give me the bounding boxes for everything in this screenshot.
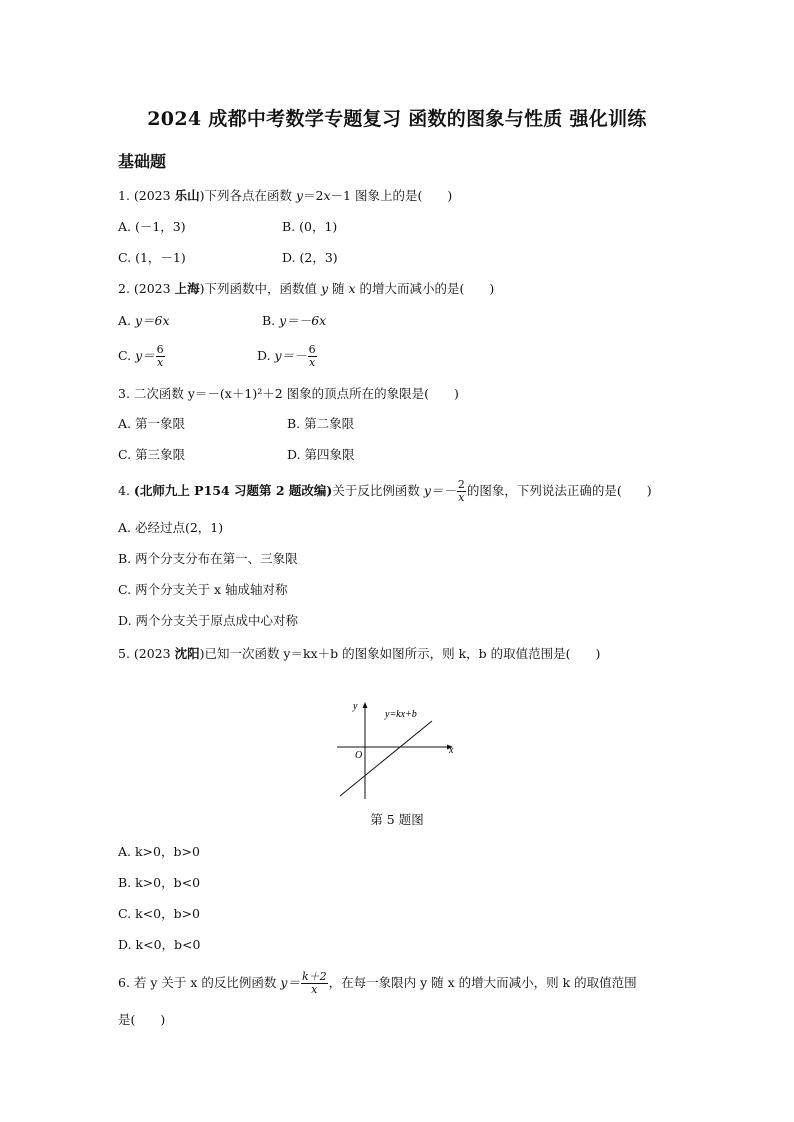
question-4-option-c: C. 两个分支关于 x 轴成轴对称	[118, 582, 288, 597]
question-4-option-d: D. 两个分支关于原点成中心对称	[118, 613, 299, 628]
question-5-source: 沈阳	[174, 646, 200, 661]
question-1-option-b: B. (0，1)	[282, 219, 338, 234]
question-5-option-b: B. k>0，b<0	[118, 875, 201, 890]
question-1-option-a: A. (－1，3)	[118, 219, 186, 234]
section-heading: 基础题	[118, 152, 167, 171]
question-2-option-b: B. y＝－6x	[262, 313, 327, 328]
question-3-option-d: D. 第四象限	[287, 447, 355, 462]
function-line	[340, 721, 432, 796]
y-axis-label: y	[353, 701, 358, 712]
question-3-option-c: C. 第三象限	[118, 447, 186, 462]
question-1-stem: 1. (2023 乐山)下列各点在函数 y＝2x－1 图象上的是( )	[118, 188, 453, 203]
figure-caption: 第 5 题图	[370, 812, 424, 827]
fraction: $\frac{2}{x}$	[457, 478, 465, 504]
x-axis-label: x	[449, 745, 454, 756]
question-3-option-a: A. 第一象限	[118, 416, 185, 431]
question-5-option-d: D. k<0，b<0	[118, 937, 201, 952]
question-4-source: (北师九上 P154 习题第 2 题改编)	[133, 483, 333, 498]
question-2-option-c: C. y＝ $\frac{6}{x}$	[118, 343, 164, 369]
question-1-source: 乐山	[174, 188, 200, 203]
question-2-stem: 2. (2023 上海)下列函数中，函数值 y 随 x 的增大而减小的是( )	[118, 281, 495, 296]
question-6-stem: 6. 若 y 关于 x 的反比例函数 y＝ $\frac{k+2}{x}$ ，在每一象限内 y 随 x 的增大而减小，则 k 的取值范围	[118, 970, 637, 996]
question-4-option-b: B. 两个分支分布在第一、三象限	[118, 551, 298, 566]
question-5-option-c: C. k<0，b>0	[118, 906, 200, 921]
question-1-option-c: C. (1，－1)	[118, 250, 186, 265]
fraction: $\frac{6}{x}$	[156, 343, 164, 369]
question-6-stem-line-2: 是( )	[118, 1012, 166, 1027]
fraction: $\frac{k+2}{x}$	[301, 970, 327, 996]
question-3-option-b: B. 第二象限	[287, 416, 355, 431]
question-1-option-d: D. (2，3)	[282, 250, 338, 265]
line-label: y=kx+b	[385, 709, 417, 720]
question-4-stem: 4. (北师九上 P154 习题第 2 题改编)关于反比例函数 y＝－ $\frac{2}{x}$ 的图象，下列说法正确的是( )	[118, 478, 652, 504]
question-5-option-a: A. k>0，b>0	[118, 844, 200, 859]
question-4-option-a: A. 必经过点(2，1)	[118, 520, 224, 535]
question-2-option-a: A. y＝6x	[118, 313, 170, 328]
question-3-stem: 3. 二次函数 y＝－(x＋1)²＋2 图象的顶点所在的象限是( )	[118, 386, 459, 401]
page-title: 2024 成都中考数学专题复习 函数的图象与性质 强化训练	[147, 108, 647, 130]
linear-function-graph	[335, 695, 460, 800]
origin-label: O	[355, 750, 363, 761]
fraction: $\frac{6}{x}$	[308, 343, 316, 369]
question-2-source: 上海	[174, 281, 200, 296]
y-axis-arrow	[363, 702, 368, 708]
question-5-stem: 5. (2023 沈阳)已知一次函数 y＝kx＋b 的图象如图所示，则 k，b 的取值范围是( )	[118, 646, 601, 661]
question-2-option-d: D. y＝－ $\frac{6}{x}$	[257, 343, 316, 369]
